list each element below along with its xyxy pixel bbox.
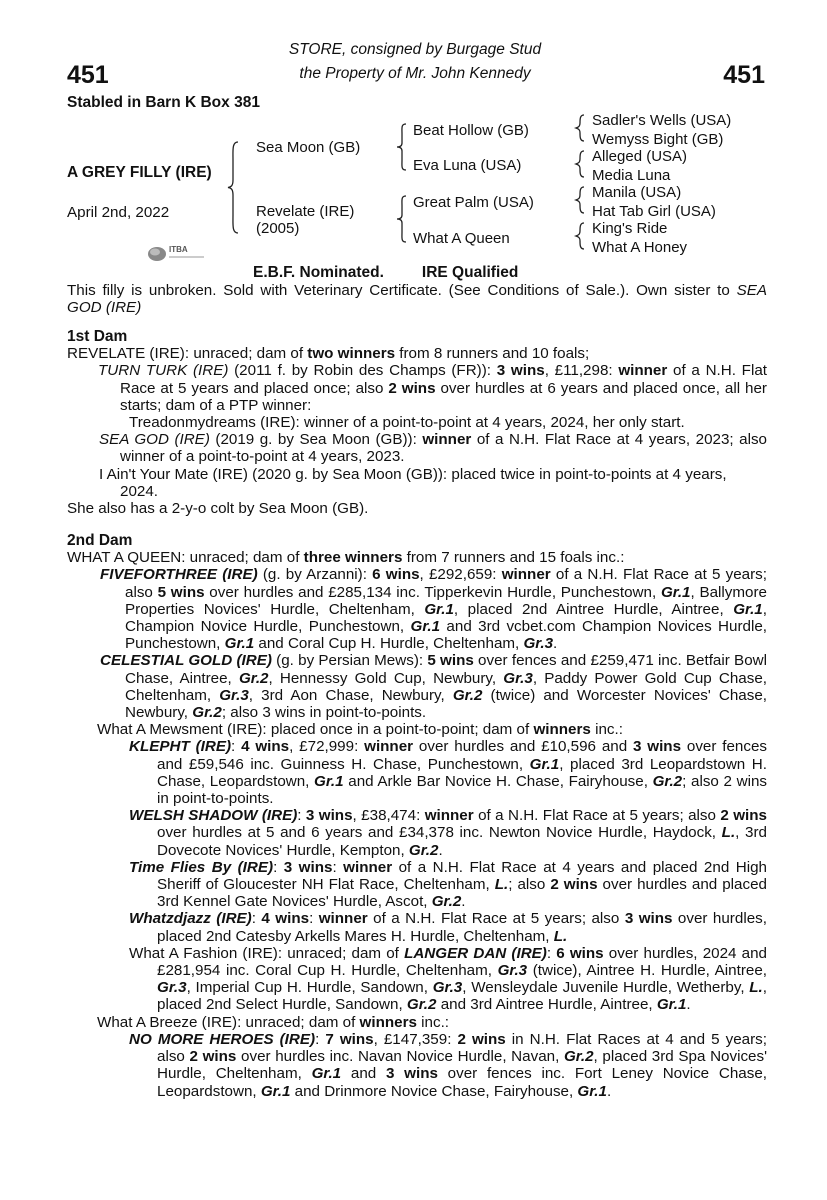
first-dam-section <box>67 328 767 517</box>
progeny-treadonmydreams: Treadonmydreams (IRE): winner of a point-to-point at 4 years, 2024, her only start. <box>129 414 685 432</box>
second-dam-summary: WHAT A QUEEN: unraced; dam of three winners from 7 runners and 15 foals inc.: <box>67 549 625 567</box>
pedigree-gen3-7: King's Ride <box>592 220 668 237</box>
pedigree-gen3-2: Wemyss Bight (GB) <box>592 131 724 148</box>
pedigree-bracket-g1 <box>576 113 586 143</box>
foaling-date: April 2nd, 2022 <box>67 204 170 221</box>
progeny-welsh-shadow: WELSH SHADOW (IRE): 3 wins, £38,474: winner of a N.H. Flat Race at 5 years; also 2 wins over hurdles at 5 and 6 years and £34,378 inc. Newton Novice Hurdle, Haydock, L., 3rd Dovecote Novices' Hurdle, Kempton, Gr.2. <box>129 807 768 859</box>
pedigree-gen3-8: What A Honey <box>592 239 688 256</box>
pedigree-bracket-sire <box>397 122 409 172</box>
itba-logo <box>146 242 216 264</box>
first-dam-summary: REVELATE (IRE): unraced; dam of two winners from 8 runners and 10 foals; <box>67 345 590 363</box>
pedigree-dam: Revelate (IRE) <box>256 203 355 220</box>
pedigree-sire-dam: Eva Luna (USA) <box>413 157 522 174</box>
pedigree-gen3-4: Media Luna <box>592 167 671 184</box>
first-dam-heading: 1st Dam <box>67 328 128 345</box>
consignor-line-2: the Property of Mr. John Kennedy <box>299 65 531 82</box>
horse-name: A GREY FILLY (IRE) <box>67 164 212 181</box>
stabling-info: Stabled in Barn K Box 381 <box>67 94 260 111</box>
offspring-what-a-mewsment: What A Mewsment (IRE): placed once in a point-to-point; dam of winners inc.: <box>97 721 623 739</box>
own-sister: SEA GOD (IRE) <box>67 282 767 317</box>
lot-number-left: 451 <box>67 61 109 89</box>
pedigree-bracket-dam <box>397 194 409 244</box>
progeny-no-more-heroes: NO MORE HEROES (IRE): 7 wins, £147,359: 2 wins in N.H. Flat Races at 4 and 5 years; also 2 wins over hurdles inc. Navan Novice Hurdle, Navan, Gr.2, placed 3rd Spa Novices' Hurdle, Cheltenham, Gr.1 and 3 wins over fences inc. Fort Leney Novice Chase, Leopardstown, Gr.1 and Drinmore Novice Chase, Fairyhouse, Gr.1. <box>129 1030 767 1100</box>
progeny-whatzdjazz: Whatzdjazz (IRE): 4 wins: winner of a N.H. Flat Race at 5 years; also 3 wins over hurdles, placed 2nd Catesby Arkells Mares H. Hurdle, Cheltenham, L. <box>129 910 767 945</box>
pedigree-sire: Sea Moon (GB) <box>256 139 361 156</box>
pedigree-gen3-1: Sadler's Wells (USA) <box>592 112 732 129</box>
offspring-celestial-gold: CELESTIAL GOLD (IRE) (g. by Persian Mews): 5 wins over fences and £259,471 inc. Betfair Bowl Chase, Aintree, Gr.2, Hennessy Gold Cup, Newbury, Gr.3, Paddy Power Gold Cup Chase, Cheltenham, Gr.3, 3rd Aon Chase, Newbury, Gr.2 (twice) and Worcester Novices' Chase, Newbury, Gr.2; also 3 wins in point-to-points. <box>100 652 767 722</box>
pedigree-dam-sire: Great Palm (USA) <box>413 194 534 211</box>
ebf-nominated: E.B.F. Nominated. <box>253 264 384 281</box>
pedigree-gen3-6: Hat Tab Girl (USA) <box>592 203 716 220</box>
lot-number-right: 451 <box>723 61 765 89</box>
pedigree-gen3-3: Alleged (USA) <box>592 148 688 165</box>
offspring-sea-god: SEA GOD (IRE) (2019 g. by Sea Moon (GB)): winner of a N.H. Flat Race at 4 years, 2023; also winner of a point-to-point at 4 years, 2023. <box>99 431 768 466</box>
offspring-turn-turk: TURN TURK (IRE) (2011 f. by Robin des Champs (FR)): 3 wins, £11,298: winner of a N.H. Flat Race at 5 years and placed once; also 2 wins over hurdles at 6 years and placed once, all her starts; dam of a PTP winner: <box>98 362 767 414</box>
first-dam-also: She also has a 2-y-o colt by Sea Moon (GB). <box>67 500 369 518</box>
itba-logo-text: ITBA <box>169 245 188 254</box>
sale-notes: This filly is unbroken. Sold with Veterinary Certificate. (See Conditions of Sale.). Own sister to SEA GOD (IRE) <box>67 282 767 317</box>
pedigree-bracket-main <box>228 140 240 235</box>
second-dam-heading: 2nd Dam <box>67 532 133 549</box>
pedigree-dam-year: (2005) <box>256 220 300 237</box>
pedigree-gen3-5: Manila (USA) <box>592 184 682 201</box>
pedigree-bracket-g2 <box>576 149 586 179</box>
qualifications <box>253 264 518 281</box>
pedigree-bracket-g4 <box>576 221 586 251</box>
offspring-i-aint-your-mate: I Ain't Your Mate (IRE) (2020 g. by Sea Moon (GB)): placed twice in point-to-points at 4 years, 2024. <box>99 465 727 500</box>
consignor-line-1: STORE, consigned by Burgage Stud <box>288 41 542 58</box>
second-dam-section <box>67 532 767 1100</box>
progeny-klepht: KLEPHT (IRE): 4 wins, £72,999: winner over hurdles and £10,596 and 3 wins over fences and £59,546 inc. Guinness H. Chase, Punchestown, Gr.1, placed 3rd Leopardstown H. Chase, Leopardstown, Gr.1 and Arkle Bar Novice H. Chase, Fairyhouse, Gr.2; also 2 wins in point-to-points. <box>129 738 767 808</box>
pedigree-bracket-g3 <box>576 185 586 215</box>
progeny-what-a-fashion: What A Fashion (IRE): unraced; dam of LANGER DAN (IRE): 6 wins over hurdles, 2024 and £281,954 inc. Coral Cup H. Hurdle, Cheltenham, Gr.3 (twice), Aintree H. Hurdle, Aintree, Gr.3, Imperial Cup H. Hurdle, Sandown, Gr.3, Wensleydale Juvenile Hurdle, Wetherby, L., placed 2nd Select Hurdle, Sandown, Gr.2 and 3rd Aintree Hurdle, Aintree, Gr.1. <box>129 944 767 1014</box>
progeny-time-flies-by: Time Flies By (IRE): 3 wins: winner of a N.H. Flat Race at 4 years and placed 2nd High Sheriff of Gloucester NH Flat Race, Cheltenham, L.; also 2 wins over hurdles and placed 3rd Kennel Gate Novices' Hurdle, Ascot, Gr.2. <box>129 858 767 911</box>
offspring-what-a-breeze: What A Breeze (IRE): unraced; dam of winners inc.: <box>97 1013 450 1031</box>
pedigree-sire-sire: Beat Hollow (GB) <box>413 122 529 139</box>
ire-qualified: IRE Qualified <box>421 264 519 281</box>
pedigree-dam-dam: What A Queen <box>413 230 510 247</box>
offspring-fiveforthree: FIVEFORTHREE (IRE) (g. by Arzanni): 6 wins, £292,659: winner of a N.H. Flat Race at 5 years; also 5 wins over hurdles and £285,134 inc. Tipperkevin Hurdle, Punchestown, Gr.1, Ballymore Properties Novices' Hurdle, Cheltenham, Gr.1, placed 2nd Aintree Hurdle, Aintree, Gr.1, Champion Novice Hurdle, Punchestown, Gr.1 and 3rd vcbet.com Champion Novices Hurdle, Punchestown, Gr.1 and Coral Cup H. Hurdle, Cheltenham, Gr.3. <box>100 566 767 653</box>
